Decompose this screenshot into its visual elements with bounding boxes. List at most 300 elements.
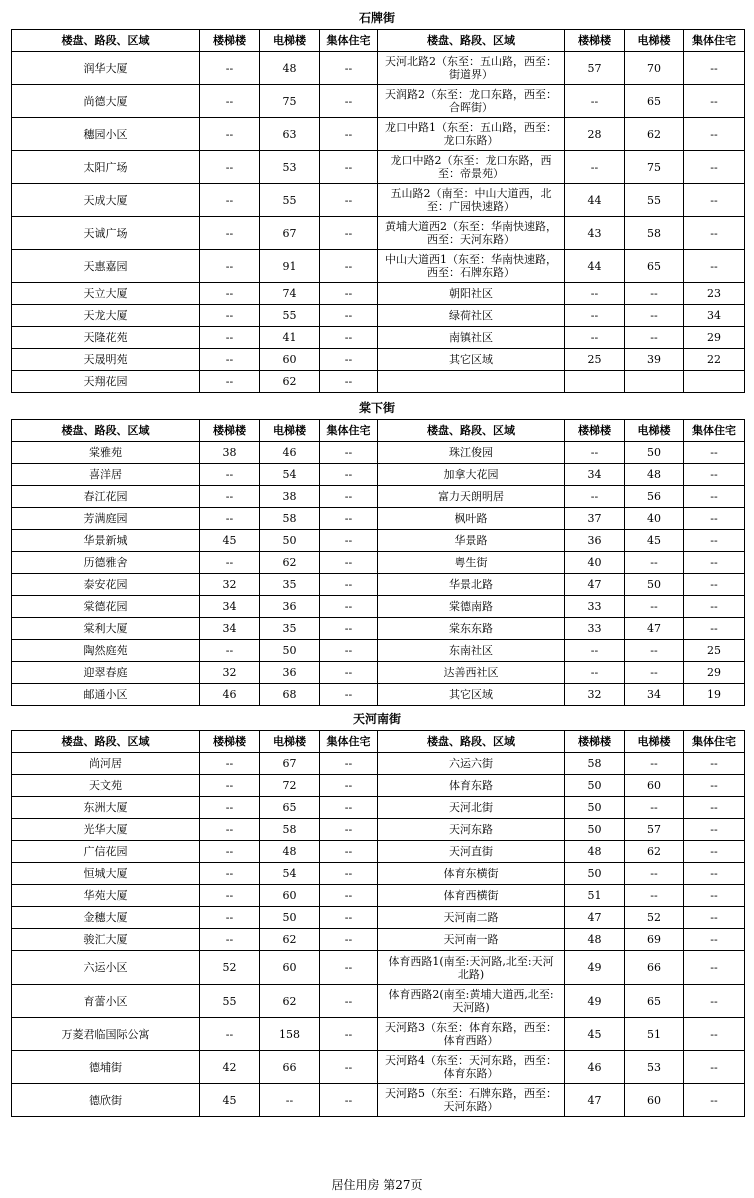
cell-elevator: -- (625, 640, 684, 662)
cell-elevator: 62 (260, 985, 320, 1018)
cell-collective: -- (320, 85, 378, 118)
table-row (12, 863, 745, 885)
column-header-stair: 楼梯楼 (200, 731, 260, 753)
table-row (12, 327, 745, 349)
cell-stair: -- (200, 775, 260, 797)
table-row (12, 530, 745, 552)
cell-stair: 52 (200, 951, 260, 985)
cell-collective: -- (320, 841, 378, 863)
cell-stair: 46 (565, 1051, 625, 1084)
cell-elevator: 60 (625, 1084, 684, 1117)
cell-elevator: -- (625, 797, 684, 819)
cell-name: 枫叶路 (378, 508, 565, 530)
table-row (12, 907, 745, 929)
cell-stair: 50 (565, 797, 625, 819)
cell-elevator: 36 (260, 596, 320, 618)
cell-elevator: -- (625, 552, 684, 574)
cell-collective: -- (320, 985, 378, 1018)
cell-collective: 29 (684, 327, 745, 349)
cell-collective: -- (684, 508, 745, 530)
column-header-stair: 楼梯楼 (565, 731, 625, 753)
table-row (12, 1018, 745, 1051)
cell-collective: -- (320, 118, 378, 151)
cell-name: 棠东东路 (378, 618, 565, 640)
column-header-name: 楼盘、路段、区域 (378, 420, 565, 442)
table-row (12, 775, 745, 797)
cell-elevator: 45 (625, 530, 684, 552)
cell-collective: -- (684, 442, 745, 464)
column-header-name: 楼盘、路段、区域 (12, 731, 200, 753)
cell-name: 穗园小区 (12, 118, 200, 151)
cell-elevator: 46 (260, 442, 320, 464)
section-title-shipai: 石牌街 (358, 11, 395, 25)
cell-stair: -- (200, 863, 260, 885)
table-row (12, 819, 745, 841)
cell-stair: 49 (565, 985, 625, 1018)
cell-name: 迎翠春庭 (12, 662, 200, 684)
cell-name: 育蕾小区 (12, 985, 200, 1018)
cell-elevator: 72 (260, 775, 320, 797)
cell-stair: -- (200, 349, 260, 371)
cell-elevator: 50 (625, 442, 684, 464)
cell-elevator: 75 (260, 85, 320, 118)
cell-stair: -- (565, 640, 625, 662)
cell-collective: -- (684, 151, 745, 184)
cell-stair: -- (200, 305, 260, 327)
cell-name: 天翔花园 (12, 371, 200, 393)
cell-stair: -- (200, 371, 260, 393)
cell-elevator: -- (625, 662, 684, 684)
cell-collective: -- (320, 684, 378, 706)
cell-elevator: 56 (625, 486, 684, 508)
cell-name: 华景路 (378, 530, 565, 552)
cell-name: 天文苑 (12, 775, 200, 797)
cell-elevator: -- (625, 327, 684, 349)
cell-stair: 34 (565, 464, 625, 486)
cell-stair: -- (565, 442, 625, 464)
cell-collective: -- (320, 819, 378, 841)
cell-stair: 46 (200, 684, 260, 706)
table-row (12, 371, 745, 393)
column-header-collective: 集体住宅 (684, 420, 745, 442)
cell-name: 体育东路 (378, 775, 565, 797)
cell-collective: -- (684, 52, 745, 85)
cell-elevator: 69 (625, 929, 684, 951)
cell-collective: 29 (684, 662, 745, 684)
cell-elevator: 54 (260, 863, 320, 885)
cell-stair: 44 (565, 184, 625, 217)
cell-stair: 38 (200, 442, 260, 464)
cell-stair: -- (200, 85, 260, 118)
cell-collective: -- (320, 184, 378, 217)
cell-elevator (625, 371, 684, 393)
table-row (12, 118, 745, 151)
cell-elevator: 50 (260, 530, 320, 552)
cell-name: 体育东横街 (378, 863, 565, 885)
cell-collective: -- (320, 530, 378, 552)
cell-name: 万菱君临国际公寓 (12, 1018, 200, 1051)
cell-stair: -- (200, 464, 260, 486)
column-header-name: 楼盘、路段、区域 (12, 420, 200, 442)
cell-collective: 22 (684, 349, 745, 371)
cell-collective: -- (320, 863, 378, 885)
cell-stair: -- (200, 184, 260, 217)
column-header-stair: 楼梯楼 (565, 420, 625, 442)
cell-elevator: 48 (260, 841, 320, 863)
cell-collective: -- (684, 596, 745, 618)
cell-name: 华苑大厦 (12, 885, 200, 907)
cell-elevator: 65 (625, 985, 684, 1018)
table-row (12, 349, 745, 371)
cell-elevator: 55 (260, 305, 320, 327)
cell-collective: -- (320, 1051, 378, 1084)
cell-collective: 23 (684, 283, 745, 305)
cell-stair: -- (200, 640, 260, 662)
table-row (12, 1084, 745, 1117)
cell-name: 其它区域 (378, 349, 565, 371)
cell-name: 加拿大花园 (378, 464, 565, 486)
cell-name: 天河直街 (378, 841, 565, 863)
cell-stair (565, 371, 625, 393)
cell-collective: -- (684, 1018, 745, 1051)
cell-name: 广信花园 (12, 841, 200, 863)
cell-name: 体育西路2(南至:黄埔大道西,北至:天河路) (378, 985, 565, 1018)
cell-stair: -- (200, 929, 260, 951)
cell-stair: -- (200, 907, 260, 929)
cell-collective: -- (684, 753, 745, 775)
cell-elevator: 50 (625, 574, 684, 596)
cell-collective: -- (320, 775, 378, 797)
cell-name: 邮通小区 (12, 684, 200, 706)
cell-name: 五山路2（南至：中山大道西，北至：广园快速路） (378, 184, 565, 217)
table-row (12, 662, 745, 684)
cell-elevator: -- (625, 596, 684, 618)
cell-elevator: 70 (625, 52, 684, 85)
cell-name: 东洲大厦 (12, 797, 200, 819)
cell-stair: 58 (565, 753, 625, 775)
table-row (12, 985, 745, 1018)
table-row (12, 464, 745, 486)
cell-collective: -- (684, 574, 745, 596)
cell-stair: 43 (565, 217, 625, 250)
cell-stair: -- (200, 841, 260, 863)
table-row (12, 885, 745, 907)
cell-name: 朝阳社区 (378, 283, 565, 305)
cell-collective: -- (684, 118, 745, 151)
cell-stair: 25 (565, 349, 625, 371)
cell-collective: -- (320, 640, 378, 662)
cell-elevator: -- (625, 283, 684, 305)
cell-elevator: 51 (625, 1018, 684, 1051)
cell-name: 六运六街 (378, 753, 565, 775)
cell-elevator: 48 (260, 52, 320, 85)
cell-stair: 40 (565, 552, 625, 574)
cell-stair: -- (200, 486, 260, 508)
cell-elevator: 62 (260, 552, 320, 574)
cell-collective: -- (320, 618, 378, 640)
cell-stair: 50 (565, 863, 625, 885)
cell-stair: -- (565, 85, 625, 118)
cell-collective: -- (320, 574, 378, 596)
cell-name: 黄埔大道西2（东至：华南快速路，西至：天河东路） (378, 217, 565, 250)
cell-collective: -- (320, 442, 378, 464)
cell-name: 达善西社区 (378, 662, 565, 684)
cell-name: 金穗大厦 (12, 907, 200, 929)
cell-collective: -- (320, 907, 378, 929)
cell-collective: -- (320, 1084, 378, 1117)
cell-collective: -- (320, 151, 378, 184)
cell-name: 龙口中路2（东至：龙口东路，西至：帝景苑） (378, 151, 565, 184)
cell-stair: -- (200, 151, 260, 184)
table-row (12, 684, 745, 706)
cell-elevator: 91 (260, 250, 320, 283)
column-header-elevator: 电梯楼 (260, 420, 320, 442)
cell-collective: -- (684, 250, 745, 283)
cell-elevator: 50 (260, 907, 320, 929)
cell-stair: 51 (565, 885, 625, 907)
table-row (12, 283, 745, 305)
cell-stair: 34 (200, 618, 260, 640)
cell-collective: -- (684, 841, 745, 863)
cell-collective: -- (684, 486, 745, 508)
table-row (12, 552, 745, 574)
cell-name: 泰安花园 (12, 574, 200, 596)
table-row (12, 1051, 745, 1084)
column-header-collective: 集体住宅 (320, 30, 378, 52)
cell-stair: 45 (200, 530, 260, 552)
cell-elevator: 62 (625, 118, 684, 151)
table-row (12, 250, 745, 283)
cell-name: 天河路5（东至：石牌东路，西至：天河东路） (378, 1084, 565, 1117)
cell-collective: -- (684, 907, 745, 929)
table-row (12, 797, 745, 819)
cell-collective: -- (684, 929, 745, 951)
cell-name: 体育西路1(南至:天河路,北至:天河北路) (378, 951, 565, 985)
cell-stair: 47 (565, 1084, 625, 1117)
cell-name: 东南社区 (378, 640, 565, 662)
cell-elevator: 65 (260, 797, 320, 819)
cell-name: 天诚广场 (12, 217, 200, 250)
cell-collective: -- (684, 951, 745, 985)
cell-stair: -- (200, 327, 260, 349)
cell-stair: 36 (565, 530, 625, 552)
cell-collective: -- (684, 819, 745, 841)
column-header-stair: 楼梯楼 (200, 30, 260, 52)
cell-name: 华景北路 (378, 574, 565, 596)
cell-name: 德欣街 (12, 1084, 200, 1117)
table-row (12, 305, 745, 327)
cell-stair: -- (200, 552, 260, 574)
cell-stair: 33 (565, 618, 625, 640)
cell-elevator: 62 (260, 371, 320, 393)
cell-elevator: 58 (260, 508, 320, 530)
cell-elevator: 40 (625, 508, 684, 530)
cell-name: 尚河居 (12, 753, 200, 775)
cell-name: 天河北路2（东至：五山路，西至：街道界） (378, 52, 565, 85)
cell-name: 天河东路 (378, 819, 565, 841)
cell-collective: -- (684, 775, 745, 797)
cell-stair: 45 (565, 1018, 625, 1051)
cell-name (378, 371, 565, 393)
cell-stair: -- (200, 118, 260, 151)
cell-collective: -- (684, 85, 745, 118)
cell-collective: -- (684, 618, 745, 640)
section-title-tianhenan: 天河南街 (352, 712, 401, 726)
cell-elevator: 55 (625, 184, 684, 217)
cell-elevator: 74 (260, 283, 320, 305)
cell-stair: -- (200, 52, 260, 85)
table-row (12, 929, 745, 951)
cell-elevator: -- (625, 885, 684, 907)
table-row (12, 596, 745, 618)
cell-name: 棠利大厦 (12, 618, 200, 640)
table-row (12, 640, 745, 662)
table-row (12, 486, 745, 508)
cell-collective: -- (684, 863, 745, 885)
cell-stair: -- (200, 885, 260, 907)
cell-collective (684, 371, 745, 393)
cell-name: 历德雅舍 (12, 552, 200, 574)
cell-collective: -- (320, 797, 378, 819)
cell-elevator: 63 (260, 118, 320, 151)
cell-collective: -- (684, 464, 745, 486)
cell-name: 德埔街 (12, 1051, 200, 1084)
cell-name: 太阳广场 (12, 151, 200, 184)
cell-collective: -- (320, 753, 378, 775)
cell-name: 天河南一路 (378, 929, 565, 951)
table-row (12, 184, 745, 217)
cell-stair: 45 (200, 1084, 260, 1117)
cell-collective: -- (320, 349, 378, 371)
cell-stair: 32 (200, 662, 260, 684)
cell-name: 喜洋居 (12, 464, 200, 486)
cell-stair: 42 (200, 1051, 260, 1084)
cell-stair: -- (565, 327, 625, 349)
table-row (12, 442, 745, 464)
cell-stair: 50 (565, 775, 625, 797)
table-header-row (12, 30, 745, 52)
cell-name: 天河路4（东至：天河东路，西至：体育东路） (378, 1051, 565, 1084)
cell-name: 富力天朗明居 (378, 486, 565, 508)
table-row (12, 85, 745, 118)
cell-name: 天龙大厦 (12, 305, 200, 327)
cell-name: 棠德花园 (12, 596, 200, 618)
table-row (12, 151, 745, 184)
cell-collective: 25 (684, 640, 745, 662)
cell-elevator: 58 (625, 217, 684, 250)
cell-stair: 47 (565, 907, 625, 929)
section-title-tangxia: 棠下街 (358, 401, 395, 415)
cell-elevator: 50 (260, 640, 320, 662)
cell-elevator: 47 (625, 618, 684, 640)
cell-elevator: 35 (260, 574, 320, 596)
cell-collective: -- (320, 52, 378, 85)
table-row (12, 618, 745, 640)
table-row (12, 217, 745, 250)
cell-name: 天河路3（东至：体育东路，西至：体育西路） (378, 1018, 565, 1051)
cell-elevator: 53 (260, 151, 320, 184)
page-footer: 居住用房 第27页 (331, 1178, 423, 1192)
column-header-elevator: 电梯楼 (625, 30, 684, 52)
cell-name: 骏汇大厦 (12, 929, 200, 951)
cell-elevator: 36 (260, 662, 320, 684)
cell-collective: -- (684, 885, 745, 907)
cell-stair: 33 (565, 596, 625, 618)
cell-stair: -- (200, 797, 260, 819)
cell-stair: 57 (565, 52, 625, 85)
cell-elevator: -- (625, 753, 684, 775)
column-header-collective: 集体住宅 (684, 30, 745, 52)
cell-name: 华景新城 (12, 530, 200, 552)
column-header-collective: 集体住宅 (320, 731, 378, 753)
cell-stair: -- (200, 1018, 260, 1051)
cell-elevator: 55 (260, 184, 320, 217)
cell-stair: 32 (200, 574, 260, 596)
table-header-row (12, 420, 745, 442)
cell-stair: 32 (565, 684, 625, 706)
cell-name: 天河南二路 (378, 907, 565, 929)
cell-stair: -- (565, 305, 625, 327)
cell-elevator: 41 (260, 327, 320, 349)
column-header-name: 楼盘、路段、区域 (12, 30, 200, 52)
cell-elevator: -- (625, 305, 684, 327)
cell-name: 龙口中路1（东至：五山路，西至：龙口东路） (378, 118, 565, 151)
cell-collective: -- (320, 250, 378, 283)
cell-elevator: 38 (260, 486, 320, 508)
cell-stair: 34 (200, 596, 260, 618)
cell-elevator: 34 (625, 684, 684, 706)
cell-name: 棠雅苑 (12, 442, 200, 464)
cell-name: 天惠嘉园 (12, 250, 200, 283)
cell-name: 芳满庭园 (12, 508, 200, 530)
cell-stair: -- (200, 250, 260, 283)
cell-stair: 48 (565, 929, 625, 951)
column-header-name: 楼盘、路段、区域 (378, 30, 565, 52)
column-header-elevator: 电梯楼 (260, 30, 320, 52)
cell-collective: -- (320, 486, 378, 508)
cell-elevator: 75 (625, 151, 684, 184)
cell-collective: -- (684, 1084, 745, 1117)
cell-collective: -- (320, 662, 378, 684)
cell-elevator: 67 (260, 217, 320, 250)
cell-elevator: 57 (625, 819, 684, 841)
cell-collective: -- (320, 371, 378, 393)
cell-stair: -- (200, 508, 260, 530)
cell-stair: 44 (565, 250, 625, 283)
cell-stair: 49 (565, 951, 625, 985)
cell-stair: 55 (200, 985, 260, 1018)
cell-collective: -- (320, 929, 378, 951)
cell-elevator: 62 (625, 841, 684, 863)
table-row (12, 508, 745, 530)
cell-name: 春江花园 (12, 486, 200, 508)
column-header-elevator: 电梯楼 (260, 731, 320, 753)
cell-stair: 48 (565, 841, 625, 863)
table-tangxia (11, 419, 745, 706)
cell-stair: 47 (565, 574, 625, 596)
column-header-stair: 楼梯楼 (565, 30, 625, 52)
cell-stair: -- (200, 753, 260, 775)
cell-collective: -- (320, 596, 378, 618)
cell-name: 中山大道西1（东至：华南快速路，西至：石牌东路） (378, 250, 565, 283)
cell-name: 陶然庭苑 (12, 640, 200, 662)
cell-elevator: 35 (260, 618, 320, 640)
cell-elevator: 53 (625, 1051, 684, 1084)
table-shipai (11, 29, 745, 393)
cell-elevator: 66 (625, 951, 684, 985)
cell-stair: 50 (565, 819, 625, 841)
cell-collective: -- (684, 217, 745, 250)
